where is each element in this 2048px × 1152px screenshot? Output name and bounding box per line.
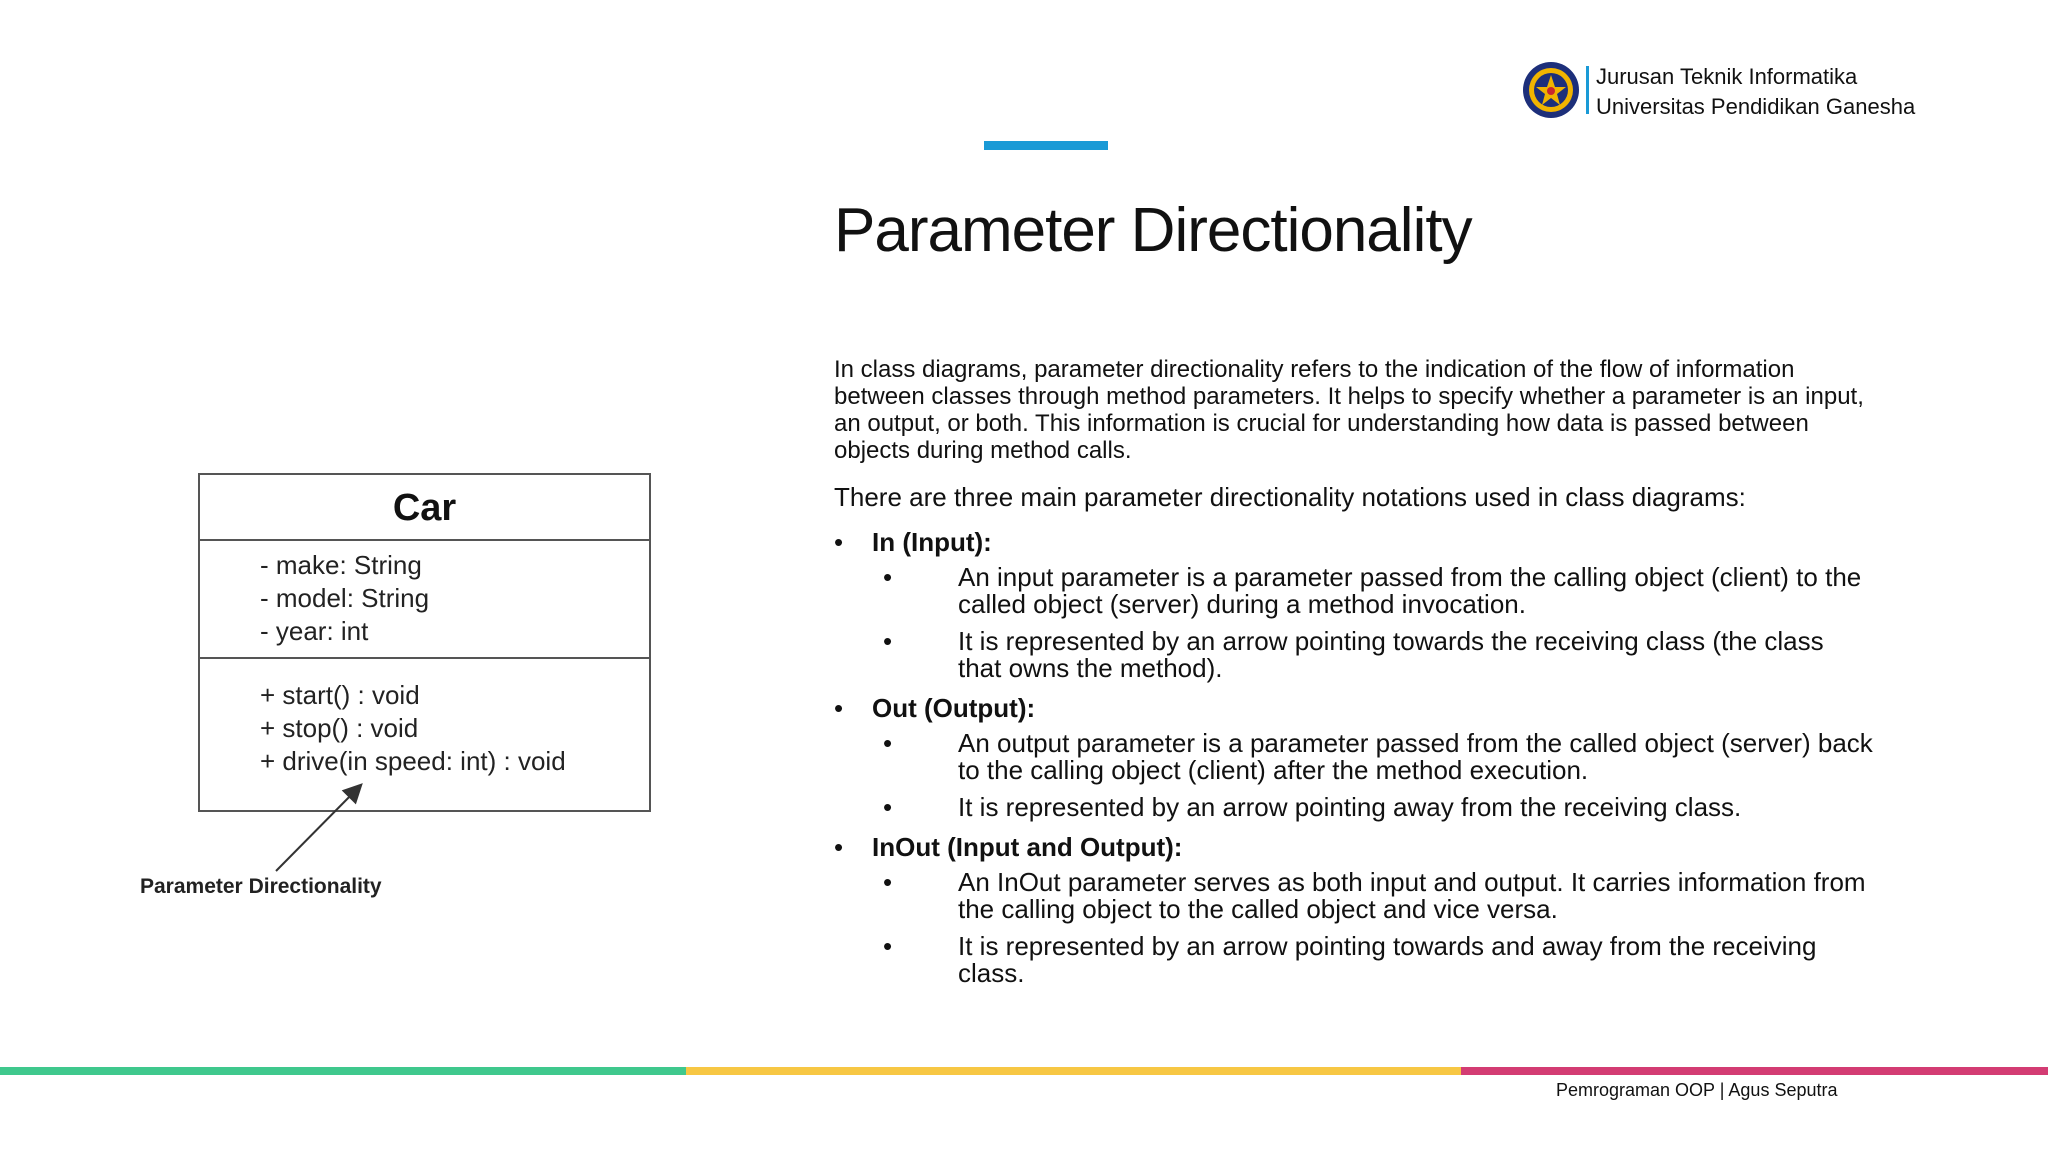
notation-detail: • An InOut parameter serves as both input and output. It carries information from the calling object to the called object and vice versa. <box>872 869 1874 923</box>
header-divider <box>1586 66 1589 114</box>
uml-class-name: Car <box>200 475 649 541</box>
notation-detail: • It is represented by an arrow pointing away from the receiving class. <box>872 794 1874 821</box>
footer-stripe-yellow <box>686 1067 1461 1075</box>
title-accent-bar <box>984 141 1108 150</box>
uml-attribute: - model: String <box>260 583 430 613</box>
notation-title: • Out (Output): <box>872 693 1036 723</box>
footer-stripe-pink <box>1461 1067 2048 1075</box>
notation-in <box>834 526 1874 682</box>
notation-detail: • An input parameter is a parameter passed from the calling object (client) to the called object (server) during a method invocation. <box>872 564 1874 618</box>
notation-title: • In (Input): <box>872 527 992 557</box>
uml-method: + drive(in speed: int) : void <box>260 746 566 776</box>
notation-inout <box>834 831 1874 987</box>
university-seal-icon <box>1521 60 1581 120</box>
notation-list <box>834 526 1874 987</box>
uml-attribute: - make: String <box>260 550 422 580</box>
institution-line-1: Jurusan Teknik Informatika <box>1596 64 1858 89</box>
notation-detail: • An output parameter is a parameter passed from the called object (server) back to the calling object (client) after the method execution. <box>872 730 1874 784</box>
institution-line-2: Universitas Pendidikan Ganesha <box>1596 94 1916 119</box>
institution-name <box>1596 62 1915 122</box>
slide-content <box>834 356 1874 997</box>
annotation-arrow <box>0 0 700 900</box>
notation-title: • InOut (Input and Output): <box>872 832 1183 862</box>
notation-details <box>872 730 1874 821</box>
intro-paragraph: In class diagrams, parameter directionality refers to the indication of the flow of information between classes through method parameters. It helps to specify whether a parameter is an input, an output, or both. This information is crucial for understanding how data is passed between objects during method calls. <box>834 356 1864 464</box>
notation-detail: • It is represented by an arrow pointing towards the receiving class (the class that owns the method). <box>872 628 1874 682</box>
lead-sentence: There are three main parameter directionality notations used in class diagrams: <box>834 482 1746 512</box>
notation-detail: • It is represented by an arrow pointing towards and away from the receiving class. <box>872 933 1874 987</box>
page-title: Parameter Directionality <box>834 196 1472 265</box>
notation-details <box>872 869 1874 987</box>
uml-method: + stop() : void <box>260 713 419 743</box>
notation-out <box>834 692 1874 821</box>
uml-method: + start() : void <box>260 680 420 710</box>
diagram-annotation-label: Parameter Directionality <box>140 875 382 898</box>
uml-attribute: - year: int <box>260 616 369 646</box>
notation-details <box>872 564 1874 682</box>
footer-stripe-green <box>0 1067 686 1075</box>
footer-credit: Pemrograman OOP | Agus Seputra <box>1556 1080 1838 1100</box>
